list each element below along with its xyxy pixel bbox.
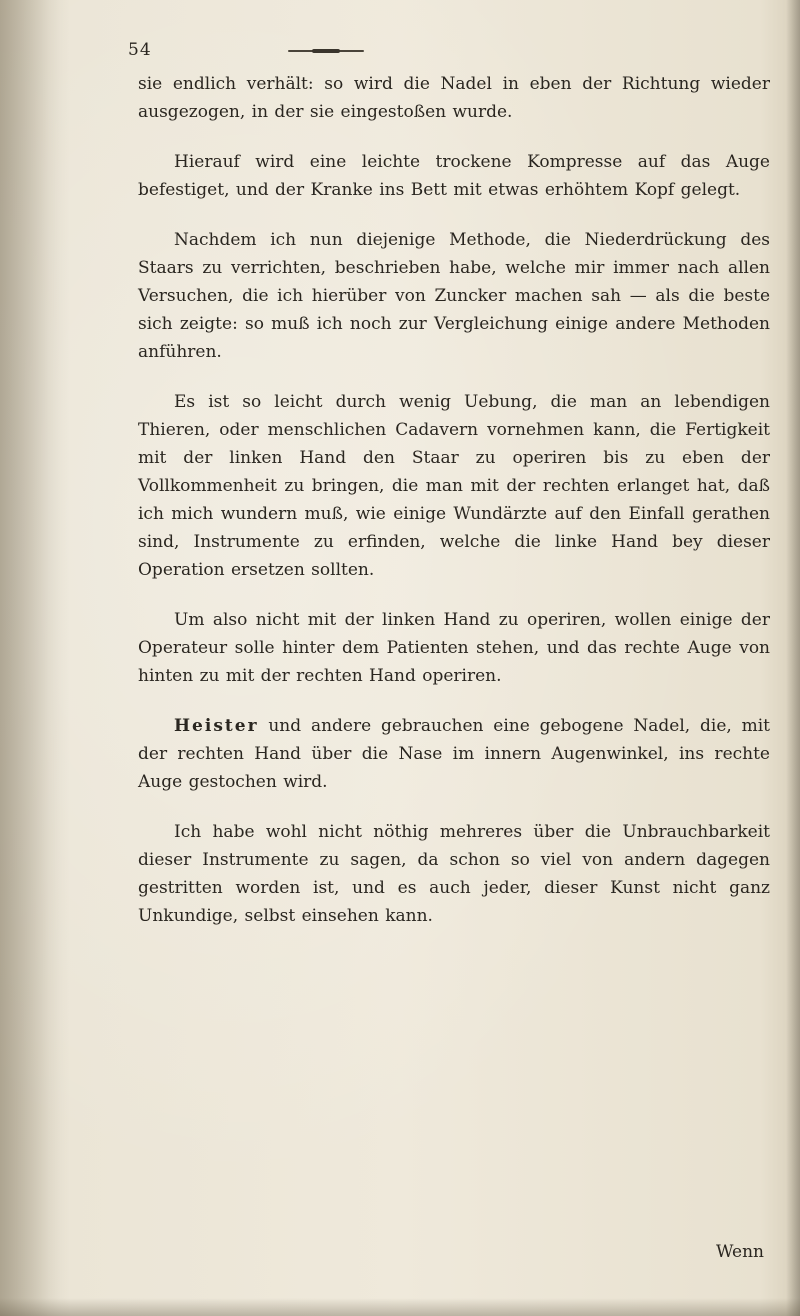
binding-shadow xyxy=(0,0,70,1316)
header-ornament-rule xyxy=(288,50,364,52)
paragraph-4-text: Es ist so leicht durch wenig Uebung, die man an lebendigen Thieren, oder menschlichen Cadavern vornehmen kann, die Fertigkeit mit der linken Hand den Staar zu operiren bis zu eben der Vollkommenheit zu bringen, die man mit der rechten erlanget hat, daß ich mich wundern muß, wie einige Wundärzte auf den Einfall gerathen sind, Instrumente zu erfinden, welche die linke Hand bey dieser Operation ersetzen sollten. xyxy=(138,392,770,580)
catchword: Wenn xyxy=(715,1242,764,1262)
paragraph-5-text: Um also nicht mit der linken Hand zu operiren, wollen einige der Operateur solle hinter dem Patienten stehen, und das rechte Auge von hinten zu mit der rechten Hand operiren. xyxy=(138,610,770,686)
page-bottom-shadow xyxy=(0,1298,800,1316)
paragraph-5 xyxy=(138,606,770,690)
paragraph-4 xyxy=(138,388,770,584)
paragraph-1 xyxy=(138,70,770,126)
paragraph-6 xyxy=(138,712,770,796)
paragraph-7 xyxy=(138,818,770,930)
paragraph-6-text: und andere gebrauchen eine gebogene Nadel, die, mit der rechten Hand über die Nase im innern Augenwinkel, ins rechte Auge gestochen wird. xyxy=(138,716,770,792)
paragraph-3-text: Nachdem ich nun diejenige Methode, die Niederdrückung des Staars zu verrichten, beschrieben habe, welche mir immer nach allen Versuchen, die ich hierüber von Zuncker machen sah — als die beste sich zeigte: so muß ich noch zur Vergleichung einige andere Methoden anführen. xyxy=(138,230,770,362)
paragraph-2-text: Hierauf wird eine leichte trockene Kompresse auf das Auge befestiget, und der Kranke ins Bett mit etwas erhöhtem Kopf gelegt. xyxy=(138,152,770,200)
page-edge-shadow xyxy=(786,0,800,1316)
paragraph-6-lead-name: Heister xyxy=(174,716,259,736)
paragraph-2 xyxy=(138,148,770,204)
page-number: 54 xyxy=(128,40,152,60)
body-text xyxy=(138,70,770,952)
paragraph-1-text: sie endlich verhält: so wird die Nadel in eben der Richtung wieder ausgezogen, in der sie eingestoßen wurde. xyxy=(138,74,770,122)
page-header xyxy=(128,40,728,64)
paragraph-3 xyxy=(138,226,770,366)
paragraph-7-text: Ich habe wohl nicht nöthig mehreres über die Unbrauchbarkeit dieser Instrumente zu sagen, da schon so viel von andern dagegen gestritten worden ist, und es auch jeder, dieser Kunst nicht ganz Unkundige, selbst einsehen kann. xyxy=(138,822,770,926)
